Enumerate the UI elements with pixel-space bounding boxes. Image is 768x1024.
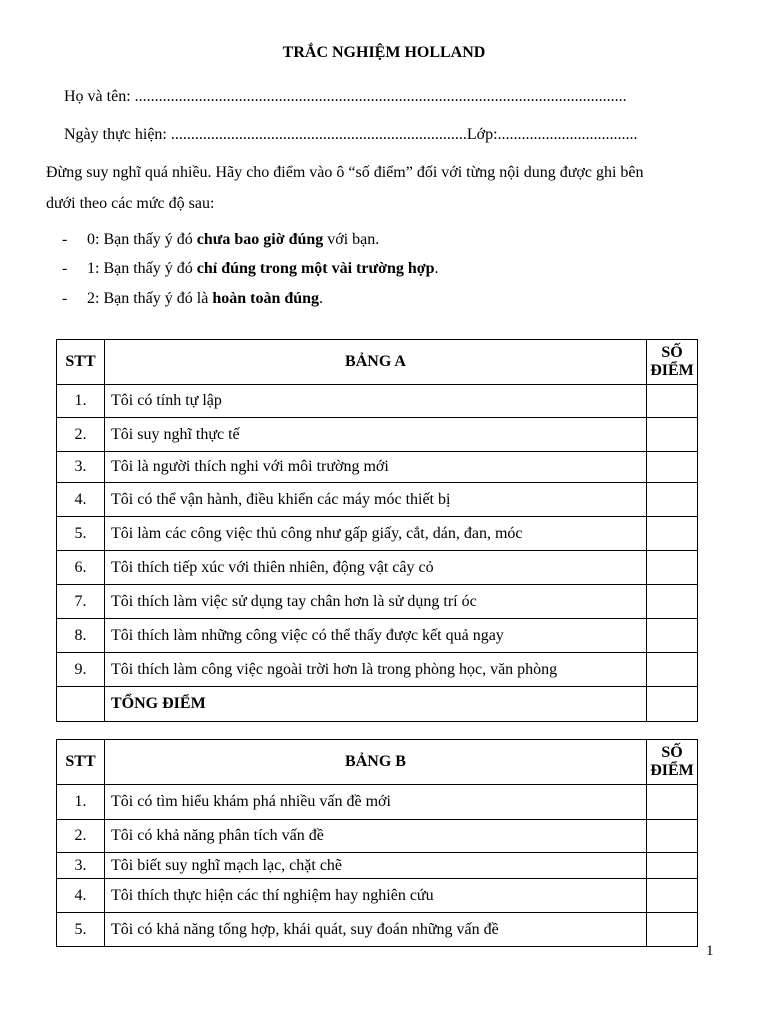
- table-header-row: [57, 340, 698, 385]
- table-header-row: [57, 740, 698, 785]
- column-header-stt: STT: [57, 740, 105, 785]
- row-number: 5.: [57, 913, 105, 947]
- row-statement: Tôi có khả năng tổng hợp, khái quát, suy đoán những vấn đề: [105, 913, 647, 947]
- score-cell[interactable]: [647, 483, 698, 517]
- score-cell[interactable]: [647, 585, 698, 619]
- bullet-dash: -: [62, 290, 68, 307]
- total-row: [57, 687, 698, 722]
- table-row: [57, 517, 698, 551]
- page-number: 1: [706, 943, 714, 959]
- score-cell[interactable]: [647, 619, 698, 653]
- score-header-line-2: ĐIỂM: [650, 762, 694, 779]
- level-text-end: .: [319, 290, 324, 307]
- column-header-title: BẢNG B: [105, 740, 647, 785]
- score-cell[interactable]: [647, 418, 698, 452]
- row-number: 3.: [57, 853, 105, 879]
- row-number: 3.: [57, 452, 105, 483]
- table-b: [56, 739, 698, 947]
- level-2-item: [62, 290, 323, 308]
- table-row: [57, 452, 698, 483]
- score-cell[interactable]: [647, 785, 698, 820]
- level-1-item: [62, 260, 439, 278]
- row-number: 1.: [57, 385, 105, 418]
- row-statement: Tôi có khả năng phân tích vấn đề: [105, 820, 647, 853]
- bullet-dash: -: [62, 231, 68, 248]
- row-statement: Tôi biết suy nghĩ mạch lạc, chặt chẽ: [105, 853, 647, 879]
- score-header-line-2: ĐIỂM: [650, 362, 694, 379]
- row-statement: Tôi có tìm hiểu khám phá nhiều vấn đề mới: [105, 785, 647, 820]
- score-cell[interactable]: [647, 913, 698, 947]
- row-statement: Tôi thích tiếp xúc với thiên nhiên, động vật cây cỏ: [105, 551, 647, 585]
- date-class-field-line: Ngày thực hiện: ..........................................................................Lớp:...................................: [64, 126, 638, 143]
- level-text: 1: Bạn thấy ý đó: [87, 260, 197, 277]
- score-cell[interactable]: [647, 820, 698, 853]
- name-field-line: Họ và tên: ...........................................................................................................................: [64, 88, 627, 105]
- score-cell[interactable]: [647, 517, 698, 551]
- bullet-dash: -: [62, 260, 68, 277]
- total-stt-cell: [57, 687, 105, 722]
- table-row: [57, 385, 698, 418]
- row-number: 2.: [57, 820, 105, 853]
- table-row: [57, 853, 698, 879]
- score-header-line-1: SỐ: [661, 744, 683, 761]
- row-statement: Tôi là người thích nghi với môi trường mới: [105, 452, 647, 483]
- row-statement: Tôi suy nghĩ thực tế: [105, 418, 647, 452]
- row-statement: Tôi có thể vận hành, điều khiển các máy móc thiết bị: [105, 483, 647, 517]
- row-number: 9.: [57, 653, 105, 687]
- row-number: 6.: [57, 551, 105, 585]
- level-0-item: [62, 231, 379, 249]
- row-number: 2.: [57, 418, 105, 452]
- score-cell[interactable]: [647, 385, 698, 418]
- table-row: [57, 913, 698, 947]
- row-statement: Tôi thích làm công việc ngoài trời hơn là trong phòng học, văn phòng: [105, 653, 647, 687]
- column-header-title: BẢNG A: [105, 340, 647, 385]
- instructions-paragraph: [46, 157, 726, 219]
- table-row: [57, 619, 698, 653]
- row-number: 4.: [57, 483, 105, 517]
- column-header-score: [647, 340, 698, 385]
- row-statement: Tôi có tính tự lập: [105, 385, 647, 418]
- row-number: 7.: [57, 585, 105, 619]
- table-row: [57, 585, 698, 619]
- row-statement: Tôi thích làm việc sử dụng tay chân hơn là sử dụng trí óc: [105, 585, 647, 619]
- score-cell[interactable]: [647, 551, 698, 585]
- row-statement: Tôi thích làm những công việc có thể thấy được kết quả ngay: [105, 619, 647, 653]
- table-a: [56, 339, 698, 722]
- level-text-end: .: [434, 260, 439, 277]
- level-emphasis: chỉ đúng trong một vài trường hợp: [196, 260, 435, 277]
- row-statement: Tôi làm các công việc thủ công như gấp giấy, cắt, dán, đan, móc: [105, 517, 647, 551]
- level-text: 2: Bạn thấy ý đó là: [87, 290, 213, 307]
- level-text: 0: Bạn thấy ý đó: [87, 231, 197, 248]
- row-number: 4.: [57, 879, 105, 913]
- table-row: [57, 879, 698, 913]
- document-title: TRẮC NGHIỆM HOLLAND: [282, 44, 486, 61]
- score-cell[interactable]: [647, 879, 698, 913]
- row-number: 5.: [57, 517, 105, 551]
- instructions-line-1: Đừng suy nghĩ quá nhiều. Hãy cho điểm vào ô “số điểm” đối với từng nội dung được ghi bên: [46, 164, 644, 181]
- total-score-cell[interactable]: [647, 687, 698, 722]
- total-label: TỔNG ĐIỂM: [105, 687, 647, 722]
- column-header-stt: STT: [57, 340, 105, 385]
- row-number: 1.: [57, 785, 105, 820]
- score-cell[interactable]: [647, 452, 698, 483]
- score-cell[interactable]: [647, 653, 698, 687]
- level-emphasis: hoàn toàn đúng: [212, 290, 320, 307]
- instructions-line-2: dưới theo các mức độ sau:: [46, 195, 215, 212]
- row-number: 8.: [57, 619, 105, 653]
- table-row: [57, 418, 698, 452]
- table-row: [57, 551, 698, 585]
- table-row: [57, 785, 698, 820]
- table-row: [57, 483, 698, 517]
- score-header-line-1: SỐ: [661, 344, 683, 361]
- column-header-score: [647, 740, 698, 785]
- level-emphasis: chưa bao giờ đúng: [196, 231, 324, 248]
- table-row: [57, 820, 698, 853]
- level-text-end: với bạn.: [323, 231, 380, 248]
- score-cell[interactable]: [647, 853, 698, 879]
- table-row: [57, 653, 698, 687]
- row-statement: Tôi thích thực hiện các thí nghiệm hay nghiên cứu: [105, 879, 647, 913]
